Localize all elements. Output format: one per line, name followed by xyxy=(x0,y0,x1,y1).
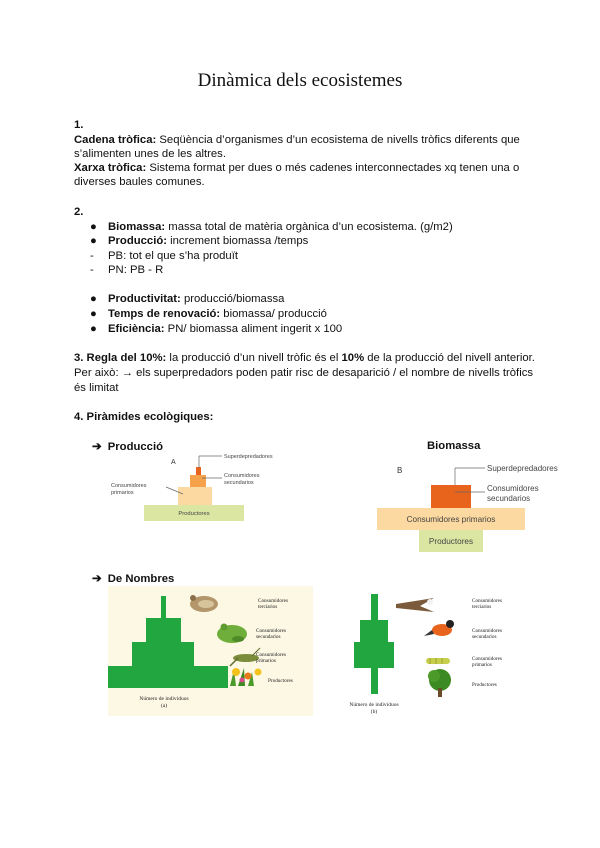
numbers-a-level-producers xyxy=(108,666,228,688)
heading-produccio: ➔ Producció xyxy=(92,441,163,453)
page-title: Dinàmica dels ecosistemes xyxy=(197,70,403,91)
pyramid-a-letter: A xyxy=(171,459,176,466)
list-item-produccio: ● Producció: increment biomassa /temps xyxy=(90,235,309,247)
list-item-biomassa: ● Biomassa: massa total de matèria orgànica d’un ecosistema. (g/m2) xyxy=(90,221,453,233)
label-superdepredadores: Superdepredadores xyxy=(224,454,273,460)
arrow-icon: ➔ xyxy=(92,573,102,585)
label-productores-b: Productores xyxy=(428,537,474,546)
numbers-a-level-primary xyxy=(132,642,194,666)
svg-text:secundarios: secundarios xyxy=(224,480,254,486)
list-item-pb: - PB: tot el que s’ha produït xyxy=(90,250,238,262)
list-item-pn: - PN: PB - R xyxy=(90,264,164,276)
label-secundarios-a: Consumidores xyxy=(256,628,286,634)
numbers-a-level-tertiary xyxy=(161,596,166,618)
regla-10-line-1: 3. Regla del 10%: la producció d’un nivell tròfic és el 10% de la producció del nivell anterior. xyxy=(74,352,535,364)
regla-10-line-3: és limitat xyxy=(74,382,119,394)
pyramid-b-letter: B xyxy=(397,466,403,475)
label-consumidores-secundarios-b: Consumidores xyxy=(487,484,539,493)
svg-text:primarios: primarios xyxy=(256,658,276,664)
axis-label-b: Número de individuos xyxy=(349,702,399,708)
svg-text:terciarios: terciarios xyxy=(258,604,278,610)
pyramid-numbers-b-figure xyxy=(338,586,520,716)
pyramid-a-primary-bar xyxy=(178,487,212,505)
heading-de-nombres: ➔ De Nombres xyxy=(92,573,175,585)
numbers-b-level-primary xyxy=(354,642,394,668)
numbers-b-level-secondary xyxy=(360,620,388,642)
svg-text:primarios: primarios xyxy=(111,490,134,496)
label-primarios-a: Consumidores xyxy=(256,652,286,658)
pyramid-a-top-bar xyxy=(196,467,201,475)
pyramid-biomassa-figure xyxy=(373,455,563,555)
label-terciarios-a: Consumidores xyxy=(258,598,288,604)
arrow-icon: ➔ xyxy=(92,441,102,453)
svg-text:secundarios: secundarios xyxy=(472,634,497,640)
pyramid-a-secondary-bar xyxy=(190,475,206,487)
numbers-b-level-tertiary xyxy=(371,594,378,620)
xarxa-trofica-definition-cont: diverses baules comunes. xyxy=(74,176,205,188)
svg-text:secundarios: secundarios xyxy=(256,634,281,640)
section-2-number: 2. xyxy=(74,206,84,218)
pyramid-produccio-figure xyxy=(108,450,298,524)
numbers-b-level-producers xyxy=(371,668,378,694)
list-item-renovacio: ● Temps de renovació: biomassa/ producció xyxy=(90,308,327,320)
label-consumidores-secundarios: Consumidores xyxy=(224,473,260,479)
regla-10-line-2: Per això: → els superpredadors poden patir risc de desaparició / el nombre de nivells tròfics xyxy=(74,367,534,379)
svg-text:primarios: primarios xyxy=(472,662,492,668)
svg-text:secundarios: secundarios xyxy=(487,494,531,503)
xarxa-trofica-definition: Xarxa tròfica: Sistema format per dues o més cadenes interconnectades xq tenen una o xyxy=(74,162,520,174)
cadena-trofica-definition-cont: s’alimenten unes de les altres. xyxy=(74,148,226,160)
label-secundarios-b: Consumidores xyxy=(472,628,502,634)
sub-label-a: (a) xyxy=(160,703,168,709)
numbers-a-level-secondary xyxy=(146,618,181,642)
label-productores-b-num: Productores xyxy=(472,682,497,688)
label-productores: Productores xyxy=(178,511,210,517)
cadena-trofica-label: Cadena tròfica: xyxy=(74,134,157,146)
sub-label-b: (b) xyxy=(370,709,378,715)
label-terciarios-b: Consumidores xyxy=(472,598,502,604)
cadena-trofica-definition: Cadena tròfica: Seqüència d’organismes d’un ecosistema de nivells tròfics diferents que xyxy=(74,134,520,146)
label-consumidores-primarios: Consumidores xyxy=(111,483,147,489)
label-primarios-b: Consumidores xyxy=(472,656,502,662)
pyramid-numbers-a-figure xyxy=(108,586,313,716)
xarxa-trofica-label: Xarxa tròfica: xyxy=(74,162,147,174)
label-productores-a: Productores xyxy=(268,678,293,684)
label-superdepredadores-b: Superdepredadores xyxy=(487,464,558,473)
list-item-productivitat: ● Productivitat: producció/biomassa xyxy=(90,293,285,305)
caterpillar-icon xyxy=(426,658,450,664)
section-1-number: 1. xyxy=(74,119,84,131)
section-4-heading: 4. Piràmides ecològiques: xyxy=(74,411,214,423)
axis-label-a: Número de individuos xyxy=(139,696,189,702)
label-consumidores-primarios-b: Consumidores primarios xyxy=(406,515,496,524)
heading-biomassa: Biomassa xyxy=(427,440,481,452)
pyramid-b-secondary-bar xyxy=(431,485,471,508)
svg-text:terciarios: terciarios xyxy=(472,604,492,610)
list-item-eficiencia: ● Eficiència: PN/ biomassa aliment ingerit x 100 xyxy=(90,323,343,335)
